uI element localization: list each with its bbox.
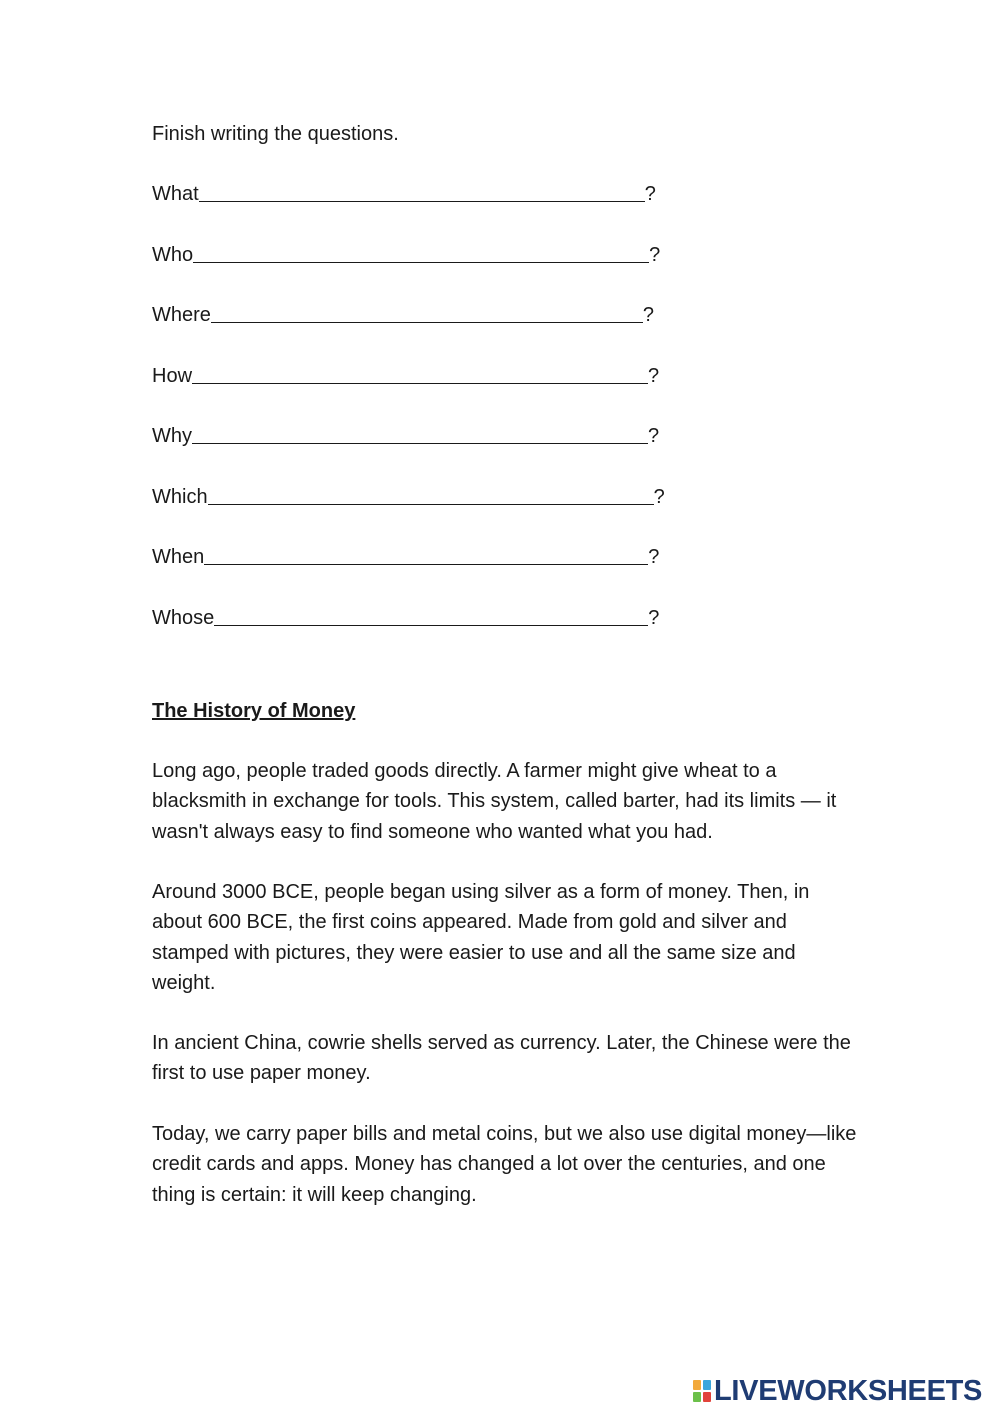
instruction-text: Finish writing the questions.: [152, 123, 399, 145]
reading-paragraph: In ancient China, cowrie shells served as currency. Later, the Chinese were the first to use paper money.: [152, 1032, 851, 1085]
question-row-how: [152, 362, 665, 423]
question-mark: ?: [653, 485, 665, 508]
question-row-where: [152, 301, 665, 362]
question-row-when: [152, 543, 665, 604]
question-mark: ?: [649, 243, 661, 266]
question-row-why: [152, 422, 665, 483]
reading-paragraph: Long ago, people traded goods directly. A farmer might give wheat to a blacksmith in exchange for tools. This system, called barter, had its limits — it wasn't always easy to find someone who wanted what you had.: [152, 760, 837, 843]
question-row-what: [152, 180, 665, 241]
question-mark: ?: [644, 183, 656, 205]
reading-title: The History of Money: [152, 700, 356, 722]
answer-blank[interactable]: [214, 604, 648, 626]
logo-text: LIVEWORKSHEETS: [714, 1375, 983, 1407]
question-word: Where: [152, 304, 211, 326]
question-mark: ?: [642, 304, 655, 326]
logo-tile-v: [693, 1392, 701, 1402]
logo-tile-e: [703, 1392, 711, 1402]
question-word: Who: [152, 243, 194, 266]
question-word: Which: [152, 485, 208, 508]
answer-blank[interactable]: [192, 362, 648, 384]
question-mark: ?: [648, 425, 660, 447]
question-list: [152, 180, 665, 664]
question-mark: ?: [648, 546, 660, 568]
answer-blank[interactable]: [193, 241, 649, 263]
question-row-who: [152, 241, 665, 302]
question-mark: ?: [648, 364, 660, 387]
question-word: Whose: [152, 606, 215, 629]
question-row-which: [152, 483, 665, 544]
question-mark: ?: [648, 606, 660, 629]
liveworksheets-logo-icon: [692, 1379, 712, 1403]
logo-tile-i: [703, 1380, 711, 1390]
question-word: Why: [152, 425, 192, 447]
logo-tile-l: [693, 1380, 701, 1390]
answer-blank[interactable]: [199, 180, 645, 202]
reading-paragraph: Today, we carry paper bills and metal coins, but we also use digital money—like credit cards and apps. Money has changed a lot over the centuries, and one thing is certain: it will keep changing.: [152, 1123, 857, 1206]
question-row-whose: [152, 604, 665, 665]
reading-paragraph: Around 3000 BCE, people began using silver as a form of money. Then, in about 600 BCE, the first coins appeared. Made from gold and silver and stamped with pictures, they were easier to use and all the same size and weight.: [152, 881, 810, 994]
answer-blank[interactable]: [192, 422, 648, 444]
answer-blank[interactable]: [211, 301, 643, 323]
answer-blank[interactable]: [204, 543, 648, 565]
liveworksheets-logo: [692, 1376, 982, 1406]
question-word: How: [152, 364, 193, 387]
question-word: What: [152, 183, 199, 205]
question-word: When: [152, 546, 205, 568]
answer-blank[interactable]: [208, 483, 654, 505]
